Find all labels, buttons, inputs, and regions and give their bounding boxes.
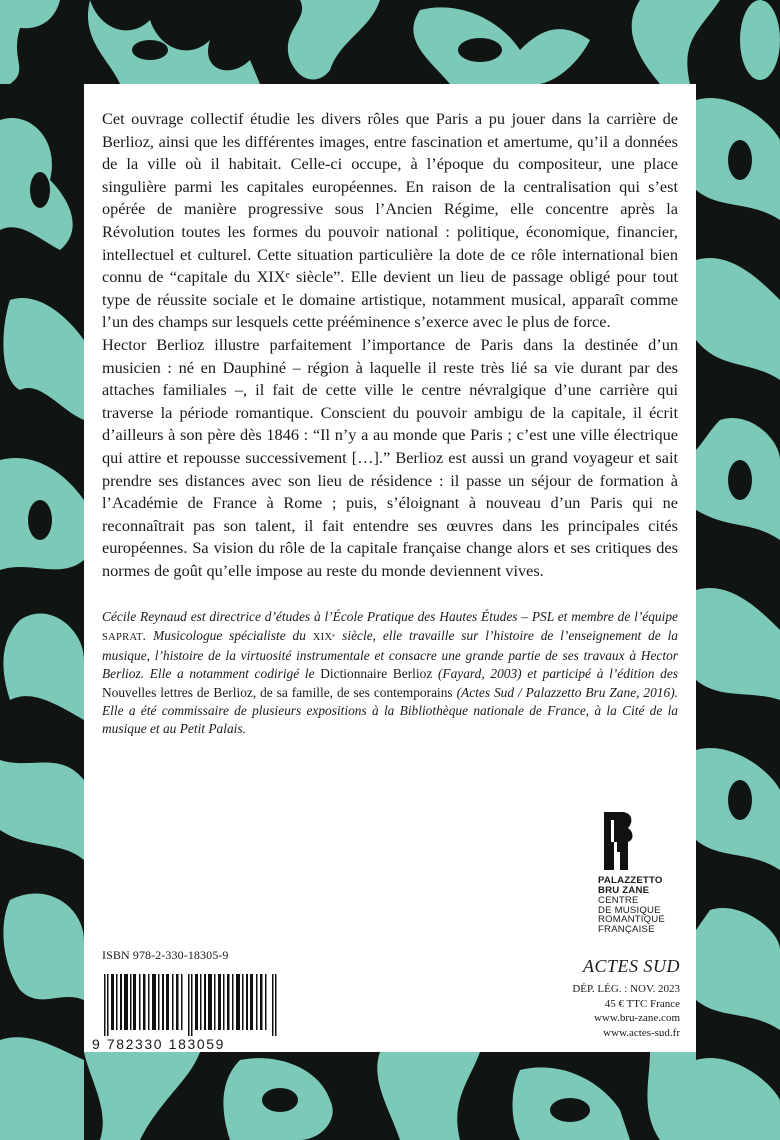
author-bio: Cécile Reynaud est directrice d’études à l’École Pratique des Hautes Études – PSL et membre de l’équipe SAPRAT. Musicologue spécialiste du XIXᵉ siècle, elle travaille sur l’histoire de l’enseignement de la musique, l’histoire de la virtuosité instrumentale et consacre une grande partie de ses travaux à Hector Berlioz. Elle a notamment codirigé le Dictionnaire Berlioz (Fayard, 2003) et participé à l’édition des Nouvelles lettres de Berlioz, de sa famille, de ses contemporains (Actes Sud / Palazzetto Bru Zane, 2016). Elle a été commissaire de plusieurs expositions à la Bibliothèque nationale de France, à la Cité de la musique et au Petit Palais. bbox=[102, 609, 679, 737]
description-paragraph-2: Hector Berlioz illustre parfaitement l’importance de Paris dans la destinée d’un musicien : né en Dauphiné – région à laquelle il reste très lié sa vie durant par des attaches familiales –, il fait de cette ville le centre névralgique d’une carrière qui traverse la période romantique. Conscient du pouvoir ambigu de la capitale, il écrit d’ailleurs à son père dès 1846 : “Il n’y a au monde que Paris ; c’est une ville électrique qui attire et repousse successivement […].” Berlioz est aussi un grand voyageur et sait prendre ses distances avec son lieu de résidence : il passe un séjour de formation à l’Académie de France à Rome ; puis, s’éloignant à nouveau d’un Paris qui ne reconnaîtrait pas son talent, il fait entendre ses œuvres dans les principales cités européennes. Sa vision du rôle de la capitale française change alors et ses critiques des normes de goût qu’elle impose au reste du monde deviennent vives. bbox=[102, 334, 678, 580]
isbn-label: ISBN 978-2-330-18305-9 bbox=[102, 948, 229, 962]
description-paragraph-1: Cet ouvrage collectif étudie les divers rôles que Paris a pu jouer dans la carrière de Berlioz, ainsi que les différentes images, entre fascination et amertume, qu’il a données de la ville où il habitait. Celle-ci occupe, à l’époque du compositeur, une place singulière parmi les capitales européennes. En raison de la centralisation qui s’est opérée de manière progressive sous l’Ancien Régime, elle concentre après la Révolution toutes les formes du pouvoir national : politique, économique, financier, intellectuel et culturel. Cette situation particulière la dote de ce rôle international bien connu de “capitale du XIXᵉ siècle”. Elle devient un lieu de passage obligé pour tout type de réussite sociale et le domaine artistique, notamment musical, apparaît comme l’un des champs sur lesquels cette prééminence s’exerce avec le plus de force. bbox=[102, 109, 678, 332]
logo-line-6: FRANÇAISE bbox=[598, 923, 655, 935]
legal-info bbox=[572, 982, 680, 1040]
price: 45 € TTC France bbox=[604, 997, 680, 1010]
barcode-digits: 9 782330 183059 bbox=[92, 1036, 225, 1052]
bru-zane-emblem-icon bbox=[602, 812, 634, 870]
legal-deposit: DÉP. LÉG. : NOV. 2023 bbox=[572, 983, 680, 995]
ean-barcode bbox=[102, 974, 282, 1036]
century-label: XIXᵉ bbox=[312, 631, 336, 643]
back-cover-text-panel bbox=[84, 84, 696, 1052]
logo-line-4: DE MUSIQUE bbox=[598, 904, 661, 916]
logo-line-5: ROMANTIQUE bbox=[598, 914, 666, 926]
logo-name-line-1: PALAZZETTO bbox=[598, 875, 663, 886]
logo-name-line-2: BRU ZANE bbox=[598, 885, 650, 896]
book-title-nouvelles-lettres: Nouvelles lettres de Berlioz, de sa famille, de ses contemporains bbox=[102, 684, 453, 700]
palazzetto-bru-zane-logo bbox=[598, 812, 680, 934]
logo-line-3: CENTRE bbox=[598, 895, 639, 906]
website-actes-sud: www.actes-sud.fr bbox=[603, 1026, 680, 1039]
book-title-dictionnaire: Dictionnaire Berlioz bbox=[320, 666, 433, 682]
saprat-label: SAPRAT bbox=[102, 631, 143, 643]
website-bru-zane: www.bru-zane.com bbox=[593, 1012, 680, 1024]
publisher-name: ACTES SUD bbox=[582, 956, 680, 976]
